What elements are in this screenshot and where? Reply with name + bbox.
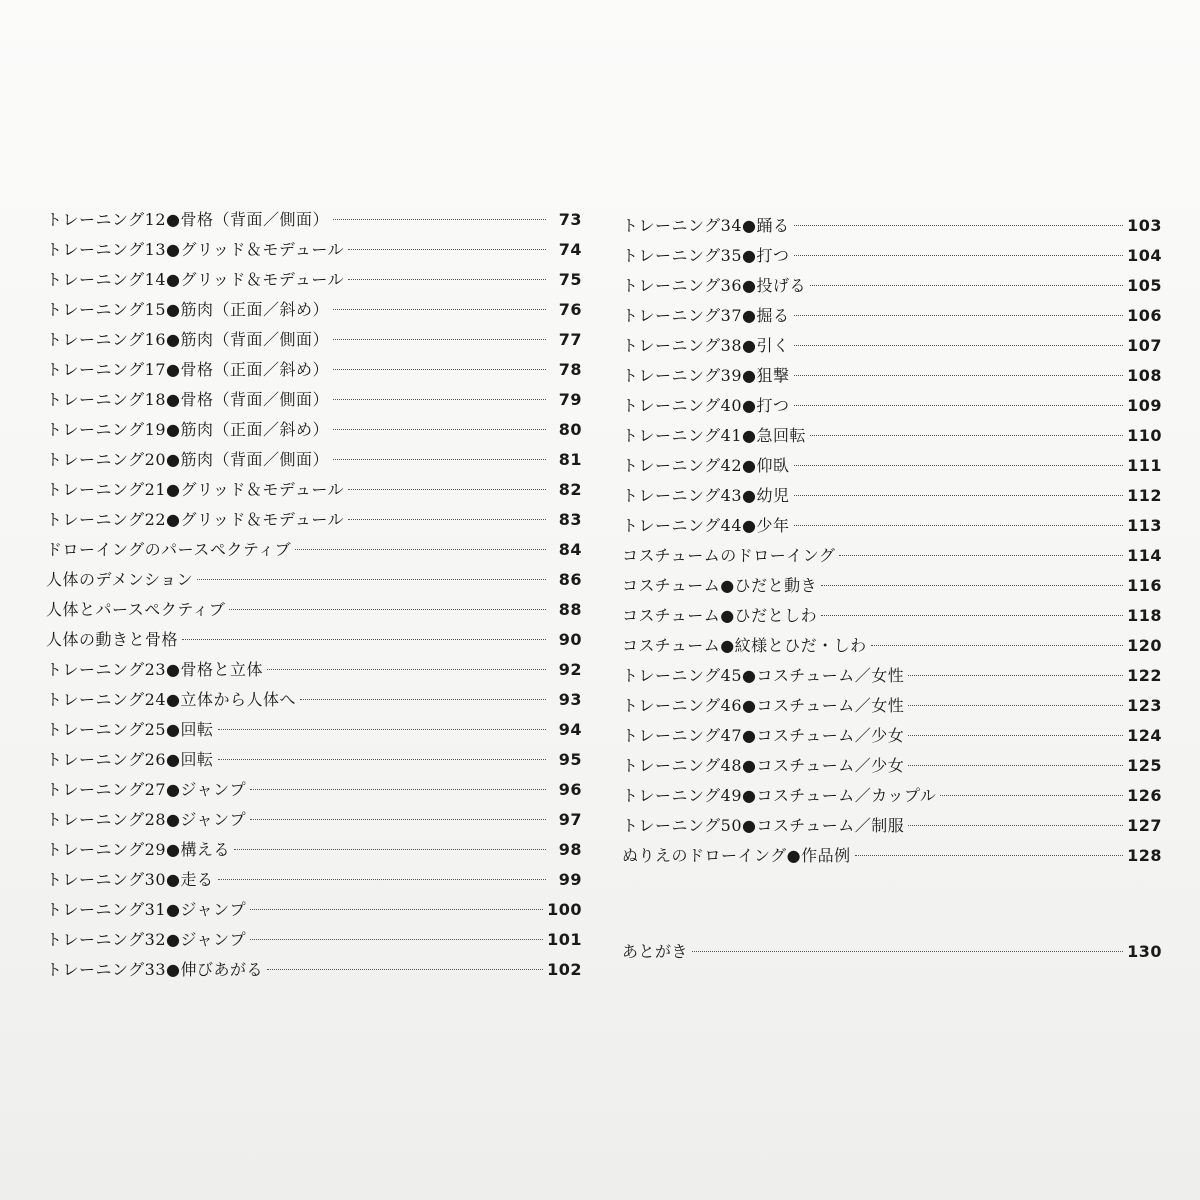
toc-entry-title: 人体のデメンション — [46, 570, 194, 589]
toc-entry-title: 人体とパースペクティブ — [46, 600, 226, 619]
toc-entry[interactable] — [622, 363, 1162, 393]
toc-entry-page: 79 — [558, 390, 582, 409]
toc-entry-page: 88 — [558, 600, 582, 619]
toc-entry[interactable] — [46, 267, 582, 297]
dot-leader — [267, 669, 546, 670]
dot-leader — [333, 309, 546, 310]
toc-entry[interactable] — [46, 537, 582, 567]
dot-leader — [348, 519, 546, 520]
toc-entry-page: 84 — [558, 540, 582, 559]
toc-entry-page: 74 — [558, 240, 582, 259]
dot-leader — [218, 879, 546, 880]
toc-entry[interactable] — [622, 693, 1162, 723]
toc-entry[interactable] — [46, 207, 582, 237]
dot-leader — [218, 729, 546, 730]
toc-entry-title: トレーニング28●ジャンプ — [46, 810, 247, 829]
toc-entry-page: 123 — [1127, 696, 1162, 715]
toc-entry[interactable] — [622, 393, 1162, 423]
dot-leader — [333, 339, 546, 340]
toc-entry-page: 92 — [558, 660, 582, 679]
toc-entry-title: トレーニング38●引く — [622, 336, 790, 355]
toc-left-column — [46, 207, 582, 987]
toc-entry-page: 104 — [1127, 246, 1162, 265]
dot-leader — [333, 459, 546, 460]
dot-leader — [794, 405, 1124, 406]
toc-entry[interactable] — [46, 777, 582, 807]
toc-entry-title: トレーニング34●踊る — [622, 216, 790, 235]
toc-entry[interactable] — [46, 327, 582, 357]
toc-entry[interactable] — [622, 513, 1162, 543]
toc-entry[interactable] — [622, 483, 1162, 513]
toc-entry[interactable] — [46, 567, 582, 597]
toc-entry-page: 103 — [1127, 216, 1162, 235]
dot-leader — [218, 759, 546, 760]
toc-entry[interactable] — [622, 303, 1162, 333]
dot-leader — [333, 429, 546, 430]
toc-entry[interactable] — [622, 723, 1162, 753]
toc-entry-page: 97 — [558, 810, 582, 829]
toc-entry-page: 107 — [1127, 336, 1162, 355]
dot-leader — [295, 549, 546, 550]
dot-leader — [855, 855, 1123, 856]
toc-entry[interactable] — [622, 783, 1162, 813]
toc-entry[interactable] — [46, 387, 582, 417]
toc-entry[interactable] — [46, 357, 582, 387]
toc-entry-page: 124 — [1127, 726, 1162, 745]
toc-entry-title: トレーニング22●グリッド＆モデュール — [46, 510, 345, 529]
toc-entry-title: トレーニング39●狙撃 — [622, 366, 790, 385]
dot-leader — [300, 699, 546, 700]
toc-entry-title: トレーニング49●コスチューム／カップル — [622, 786, 937, 805]
dot-leader — [821, 615, 1123, 616]
toc-entry-page: 120 — [1127, 636, 1162, 655]
toc-entry-title: トレーニング47●コスチューム／少女 — [622, 726, 905, 745]
toc-entry[interactable] — [622, 663, 1162, 693]
toc-entry-page: 100 — [547, 900, 582, 919]
toc-entry[interactable] — [46, 417, 582, 447]
dot-leader — [348, 249, 546, 250]
toc-entry-title: ドローイングのパースペクティブ — [46, 540, 292, 559]
toc-entry-page: 106 — [1127, 306, 1162, 325]
dot-leader — [348, 489, 546, 490]
toc-entry-page: 112 — [1127, 486, 1162, 505]
toc-entry-title: トレーニング46●コスチューム／女性 — [622, 696, 905, 715]
toc-entry[interactable] — [46, 297, 582, 327]
dot-leader — [182, 639, 546, 640]
toc-entry[interactable] — [46, 627, 582, 657]
toc-entry-title: トレーニング17●骨格（正面／斜め） — [46, 360, 330, 379]
toc-entry-page: 90 — [558, 630, 582, 649]
toc-entry[interactable] — [46, 897, 582, 927]
toc-entry[interactable] — [622, 453, 1162, 483]
dot-leader — [794, 525, 1124, 526]
toc-entry-page: 76 — [558, 300, 582, 319]
toc-entry-page: 108 — [1127, 366, 1162, 385]
toc-entry[interactable] — [622, 633, 1162, 663]
toc-entry[interactable] — [622, 813, 1162, 843]
dot-leader — [794, 495, 1124, 496]
toc-entry-page: 127 — [1127, 816, 1162, 835]
toc-entry-page: 126 — [1127, 786, 1162, 805]
dot-leader — [692, 951, 1123, 952]
dot-leader — [794, 345, 1124, 346]
toc-entry-page: 110 — [1127, 426, 1162, 445]
toc-entry[interactable] — [46, 237, 582, 267]
dot-leader — [908, 675, 1123, 676]
dot-leader — [871, 645, 1123, 646]
dot-leader — [333, 219, 546, 220]
toc-entry-page: 111 — [1127, 456, 1162, 475]
dot-leader — [250, 819, 546, 820]
toc-entry-afterword[interactable] — [622, 939, 1162, 969]
toc-entry[interactable] — [46, 447, 582, 477]
toc-entry[interactable] — [622, 603, 1162, 633]
toc-entry-page: 130 — [1127, 942, 1162, 961]
toc-entry[interactable] — [622, 273, 1162, 303]
toc-entry[interactable] — [46, 837, 582, 867]
toc-entry-page: 96 — [558, 780, 582, 799]
toc-entry-title: トレーニング37●掘る — [622, 306, 790, 325]
toc-entry-title: トレーニング33●伸びあがる — [46, 960, 264, 979]
dot-leader — [908, 825, 1123, 826]
toc-entry[interactable] — [46, 957, 582, 987]
toc-entry-page: 122 — [1127, 666, 1162, 685]
toc-entry-title: トレーニング30●走る — [46, 870, 214, 889]
toc-entry-title: トレーニング50●コスチューム／制服 — [622, 816, 905, 835]
toc-entry-page: 116 — [1127, 576, 1162, 595]
toc-entry-title: トレーニング19●筋肉（正面／斜め） — [46, 420, 330, 439]
dot-leader — [234, 849, 546, 850]
dot-leader — [333, 399, 546, 400]
dot-leader — [810, 285, 1123, 286]
toc-entry-title: トレーニング27●ジャンプ — [46, 780, 247, 799]
toc-entry-page: 98 — [558, 840, 582, 859]
dot-leader — [940, 795, 1123, 796]
dot-leader — [794, 375, 1124, 376]
toc-entry[interactable] — [622, 753, 1162, 783]
toc-entry[interactable] — [46, 927, 582, 957]
toc-entry[interactable] — [46, 507, 582, 537]
toc-entry-page: 102 — [547, 960, 582, 979]
toc-entry-title: トレーニング31●ジャンプ — [46, 900, 247, 919]
toc-entry-title: トレーニング14●グリッド＆モデュール — [46, 270, 345, 289]
toc-entry-title: コスチューム●ひだと動き — [622, 576, 818, 595]
toc-entry-title: トレーニング48●コスチューム／少女 — [622, 756, 905, 775]
toc-entry-page: 128 — [1127, 846, 1162, 865]
toc-entry-title: トレーニング42●仰臥 — [622, 456, 790, 475]
toc-entry-title: トレーニング13●グリッド＆モデュール — [46, 240, 345, 259]
dot-leader — [810, 435, 1123, 436]
toc-entry-title: トレーニング43●幼児 — [622, 486, 790, 505]
toc-entry-page: 78 — [558, 360, 582, 379]
toc-entry-page: 105 — [1127, 276, 1162, 295]
toc-entry[interactable] — [622, 573, 1162, 603]
toc-entry[interactable] — [46, 717, 582, 747]
dot-leader — [794, 465, 1124, 466]
toc-entry-page: 113 — [1127, 516, 1162, 535]
toc-entry-title: トレーニング44●少年 — [622, 516, 790, 535]
toc-entry-page: 99 — [558, 870, 582, 889]
dot-leader — [908, 765, 1123, 766]
toc-entry-title: トレーニング35●打つ — [622, 246, 790, 265]
toc-entry[interactable] — [622, 843, 1162, 873]
toc-entry-title: トレーニング18●骨格（背面／側面） — [46, 390, 330, 409]
dot-leader — [794, 225, 1124, 226]
dot-leader — [821, 585, 1123, 586]
toc-entry-page: 125 — [1127, 756, 1162, 775]
toc-entry-page: 83 — [558, 510, 582, 529]
toc-entry-page: 77 — [558, 330, 582, 349]
toc-entry[interactable] — [622, 543, 1162, 573]
toc-entry[interactable] — [622, 423, 1162, 453]
toc-entry-title: コスチューム●紋様とひだ・しわ — [622, 636, 867, 655]
toc-entry-page: 114 — [1127, 546, 1162, 565]
toc-entry[interactable] — [622, 243, 1162, 273]
toc-entry-page: 86 — [558, 570, 582, 589]
toc-entry-title: トレーニング16●筋肉（背面／側面） — [46, 330, 330, 349]
toc-right-column — [622, 213, 1162, 969]
dot-leader — [197, 579, 546, 580]
toc-entry-title: あとがき — [622, 942, 689, 961]
dot-leader — [250, 939, 543, 940]
toc-entry-title: トレーニング24●立体から人体へ — [46, 690, 297, 709]
toc-entry[interactable] — [46, 747, 582, 777]
toc-entry-title: トレーニング21●グリッド＆モデュール — [46, 480, 345, 499]
toc-entry[interactable] — [622, 213, 1162, 243]
dot-leader — [250, 909, 543, 910]
toc-entry-title: コスチュームのドローイング — [622, 546, 836, 565]
dot-leader — [908, 735, 1123, 736]
toc-entry[interactable] — [46, 687, 582, 717]
dot-leader — [229, 609, 546, 610]
toc-entry-page: 75 — [558, 270, 582, 289]
toc-entry-title: トレーニング41●急回転 — [622, 426, 807, 445]
toc-entry[interactable] — [46, 657, 582, 687]
toc-entry-page: 95 — [558, 750, 582, 769]
toc-entry[interactable] — [46, 597, 582, 627]
toc-entry-title: コスチューム●ひだとしわ — [622, 606, 818, 625]
dot-leader — [794, 315, 1124, 316]
toc-entry-page: 94 — [558, 720, 582, 739]
toc-entry-title: ぬりえのドローイング●作品例 — [622, 846, 851, 865]
toc-entry-title: トレーニング29●構える — [46, 840, 231, 859]
dot-leader — [794, 255, 1124, 256]
dot-leader — [250, 789, 546, 790]
dot-leader — [333, 369, 546, 370]
toc-entry[interactable] — [46, 477, 582, 507]
toc-entry-title: トレーニング15●筋肉（正面／斜め） — [46, 300, 330, 319]
toc-entry-title: 人体の動きと骨格 — [46, 630, 179, 649]
dot-leader — [908, 705, 1123, 706]
toc-entry-page: 80 — [558, 420, 582, 439]
toc-entry-title: トレーニング25●回転 — [46, 720, 214, 739]
toc-entry-page: 93 — [558, 690, 582, 709]
toc-entry-title: トレーニング32●ジャンプ — [46, 930, 247, 949]
toc-entry[interactable] — [46, 867, 582, 897]
toc-entry-page: 118 — [1127, 606, 1162, 625]
toc-entry-page: 82 — [558, 480, 582, 499]
dot-leader — [839, 555, 1123, 556]
toc-entry-page: 81 — [558, 450, 582, 469]
dot-leader — [348, 279, 546, 280]
toc-entry-title: トレーニング36●投げる — [622, 276, 807, 295]
toc-entry[interactable] — [622, 333, 1162, 363]
toc-entry-title: トレーニング45●コスチューム／女性 — [622, 666, 905, 685]
toc-entry-title: トレーニング20●筋肉（背面／側面） — [46, 450, 330, 469]
toc-entry-title: トレーニング12●骨格（背面／側面） — [46, 210, 330, 229]
toc-entry[interactable] — [46, 807, 582, 837]
toc-entry-title: トレーニング40●打つ — [622, 396, 790, 415]
toc-entry-title: トレーニング23●骨格と立体 — [46, 660, 264, 679]
toc-entry-title: トレーニング26●回転 — [46, 750, 214, 769]
toc-entry-page: 101 — [547, 930, 582, 949]
dot-leader — [267, 969, 543, 970]
toc-entry-page: 109 — [1127, 396, 1162, 415]
toc-entry-page: 73 — [558, 210, 582, 229]
